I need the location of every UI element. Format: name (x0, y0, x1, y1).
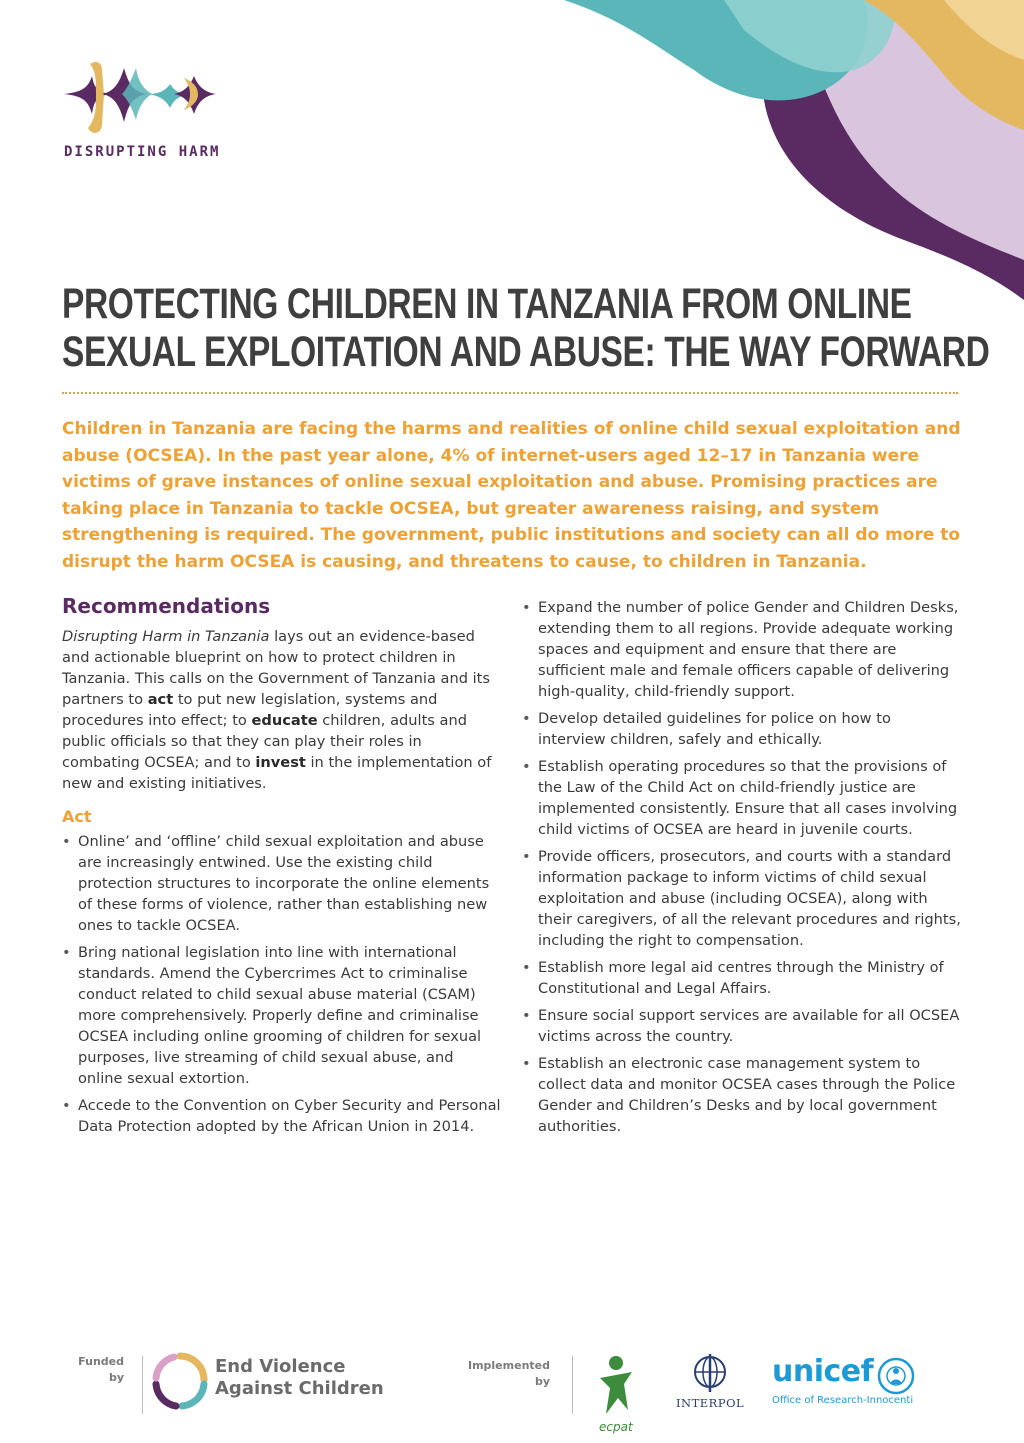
ecpat-wordmark: ecpat (599, 1420, 633, 1434)
list-item: • Expand the number of police Gender and Children Desks, extending them to all regions. Provide adequate working spaces and equipment and ensure that there are sufficient male and female officers capable of delivering high-quality, child-friendly support. (522, 597, 962, 702)
funded-label-line: Funded (78, 1355, 124, 1368)
para-bold-educate: educate (251, 712, 318, 729)
intro-paragraph: Children in Tanzania are facing the harms and realities of online child sexual exploitation and abuse (OCSEA). In the past year alone, 4% of internet-users aged 12–17 in Tanzania were victims of grave instances of online sexual exploitation and abuse. Promising practices are taking place in Tanzania to tackle OCSEA, but greater awareness raising, and system strengthening is required. The government, public institutions and society can all do more to disrupt the harm OCSEA is causing, and threatens to cause, to children in Tanzania. (62, 419, 961, 572)
evac-line: End Violence (215, 1356, 346, 1377)
list-item: • Establish operating procedures so that the provisions of the Law of the Child Act on child-friendly justice are implemented consistently. Ensure that all cases involving child victims of OCSEA are heard in juvenile courts. (522, 756, 962, 840)
footer-divider (142, 1356, 143, 1414)
left-column (62, 592, 502, 1143)
para-bold-act: act (147, 691, 174, 708)
ecpat-logo-icon (594, 1354, 638, 1420)
interpol-wordmark: INTERPOL (676, 1396, 745, 1410)
list-item: • Establish an electronic case management system to collect data and monitor OCSEA cases through the Police Gender and Children’s Desks and by local government authorities. (522, 1053, 962, 1137)
unicef-emblem-icon (876, 1356, 916, 1396)
para-text: to put new legislation, systems and procedures into effect; to (62, 691, 438, 729)
recommendations-heading: Recommendations (62, 594, 271, 618)
italic-lead: Disrupting Harm in Tanzania (62, 628, 270, 645)
evac-line: Against Children (215, 1378, 384, 1399)
funded-label-line: by (108, 1371, 124, 1384)
evac-wordmark (215, 1356, 384, 1400)
logo-wordmark: DISRUPTING HARM (64, 144, 221, 160)
unicef-wordmark: unicef (772, 1354, 874, 1389)
sound-wave-logo-icon (62, 58, 222, 138)
funded-by-label (60, 1354, 124, 1386)
footer-divider (572, 1356, 573, 1414)
para-text: in the implementation of new and existing initiatives. (62, 754, 492, 792)
act-heading: Act (62, 807, 92, 826)
recommendations-paragraph (62, 626, 502, 794)
list-item: • Provide officers, prosecutors, and courts with a standard information package to inform victims of child sexual exploitation and abuse (including OCSEA), along with their caregivers, of all the relevant procedures and rights, including the right to compensation. (522, 846, 962, 951)
list-item: • Develop detailed guidelines for police on how to interview children, safely and ethically. (522, 708, 962, 750)
list-item: • Establish more legal aid centres through the Ministry of Constitutional and Legal Affairs. (522, 957, 962, 999)
page-title (62, 280, 990, 376)
disrupting-harm-logo (62, 58, 222, 168)
implemented-label-line: by (534, 1375, 550, 1388)
list-item: • Ensure social support services are available for all OCSEA victims across the country. (522, 1005, 962, 1047)
recommendation-list (522, 597, 962, 1137)
implemented-by-label (452, 1358, 550, 1390)
corner-wave-graphic (564, 0, 1024, 300)
list-item: • Bring national legislation into line with international standards. Amend the Cybercrimes Act to criminalise conduct related to child sexual abuse material (CSAM) more comprehensively. Properly define and criminalise OCSEA including online grooming of children for sexual purposes, live streaming of child sexual abuse, and online sexual extortion. (62, 942, 502, 1089)
list-item: • Accede to the Convention on Cyber Security and Personal Data Protection adopted by the African Union in 2014. (62, 1095, 502, 1137)
title-divider (62, 392, 958, 394)
title-line-2: SEXUAL EXPLOITATION AND ABUSE: THE WAY FORWARD (62, 328, 990, 376)
para-text: lays out an evidence-based and actionable blueprint on how to protect children in Tanzania. This calls on the Government of Tanzania and its partners to (62, 628, 491, 708)
footer-partners (0, 1340, 1024, 1440)
list-item: • Online’ and ‘offline’ child sexual exploitation and abuse are increasingly entwined. Use the existing child protection structures to incorporate the online elements of these forms of violence, rather than establishing new ones to tackle OCSEA. (62, 831, 502, 936)
para-text: children, adults and public officials so that they can play their roles in combating OCSEA; and to (62, 712, 467, 771)
para-bold-invest: invest (255, 754, 306, 771)
implemented-label-line: Implemented (467, 1359, 550, 1372)
right-column (522, 597, 962, 1143)
evac-logo-icon (152, 1352, 208, 1412)
title-line-1: PROTECTING CHILDREN IN TANZANIA FROM ONLINE (62, 280, 912, 328)
act-list (62, 831, 502, 1137)
interpol-emblem-icon (690, 1352, 730, 1394)
unicef-subtitle: Office of Research-Innocenti (772, 1395, 914, 1406)
